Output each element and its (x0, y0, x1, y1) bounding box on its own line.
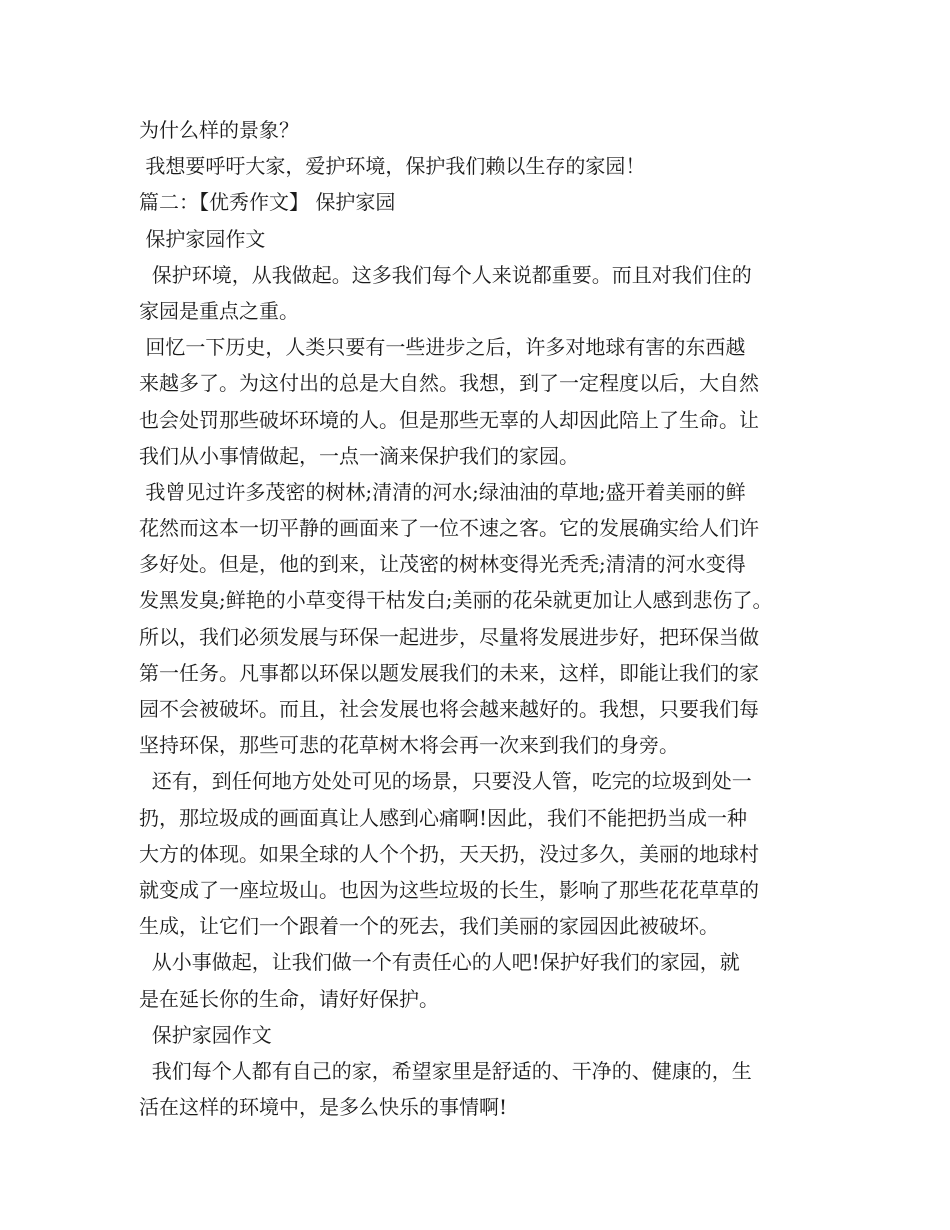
essay-title: 保护家园作文 (139, 1022, 272, 1047)
text-line: 花然而这本一切平静的画面来了一位不速之客。它的发展确实给人们许 (139, 516, 759, 541)
text-line: 我们每个人都有自己的家，希望家里是舒适的、干净的、健康的，生 (139, 1058, 752, 1083)
text-line: 发黑发臭;鲜艳的小草变得干枯发白;美丽的花朵就更加让人感到悲伤了。 (139, 588, 773, 613)
essay-text (139, 112, 829, 1125)
text-line: 活在这样的环境中，是多么快乐的事情啊! (139, 1095, 508, 1120)
text-line: 家园是重点之重。 (139, 298, 299, 323)
section-heading: 篇二：【优秀作文】 保护家园 (139, 190, 396, 215)
text-line: 还有，到任何地方处处可见的场景，只要没人管，吃完的垃圾到处一 (139, 769, 752, 794)
text-line: 是在延长你的生命，请好好保护。 (139, 986, 439, 1011)
text-line: 多好处。但是，他的到来，让茂密的树林变得光秃秃;清清的河水变得 (139, 552, 746, 577)
text-line: 就变成了一座垃圾山。也因为这些垃圾的长生，影响了那些花花草草的 (139, 877, 759, 902)
text-line: 我想要呼吁大家，爱护环境，保护我们赖以生存的家园！ (139, 154, 646, 179)
text-line: 来越多了。为这付出的总是大自然。我想，到了一定程度以后，大自然 (139, 371, 759, 396)
text-line: 扔，那垃圾成的画面真让人感到心痛啊!因此，我们不能把扔当成一种 (139, 805, 748, 830)
text-line: 我曾见过许多茂密的树林;清清的河水;绿油油的草地;盛开着美丽的鲜 (139, 479, 746, 504)
text-line: 园不会被破坏。而且，社会发展也将会越来越好的。我想，只要我们每 (139, 697, 759, 721)
text-line: 也会处罚那些破坏环境的人。但是那些无辜的人却因此陪上了生命。让 (139, 407, 759, 432)
essay-title: 保护家园作文 (139, 226, 266, 251)
text-line: 为什么样的景象？ (139, 118, 299, 142)
text-line: 我们从小事情做起，一点一滴来保护我们的家园。 (139, 443, 579, 468)
text-line: 所以，我们必须发展与环保一起进步，尽量将发展进步好，把环保当做 (139, 624, 759, 649)
text-line: 回忆一下历史，人类只要有一些进步之后，许多对地球有害的东西越 (139, 335, 746, 360)
text-line: 保护环境，从我做起。这多我们每个人来说都重要。而且对我们住的 (139, 262, 752, 287)
text-line: 坚持环保，那些可悲的花草树木将会再一次来到我们的身旁。 (139, 733, 679, 758)
text-line: 生成，让它们一个跟着一个的死去，我们美丽的家园因此被破坏。 (139, 914, 719, 939)
text-line: 从小事做起，让我们做一个有责任心的人吧!保护好我们的家园，就 (139, 950, 740, 975)
text-line: 第一任务。凡事都以环保以题发展我们的未来，这样，即能让我们的家 (139, 660, 759, 685)
text-line: 大方的体现。如果全球的人个个扔，天天扔，没过多久，美丽的地球村 (139, 841, 759, 866)
